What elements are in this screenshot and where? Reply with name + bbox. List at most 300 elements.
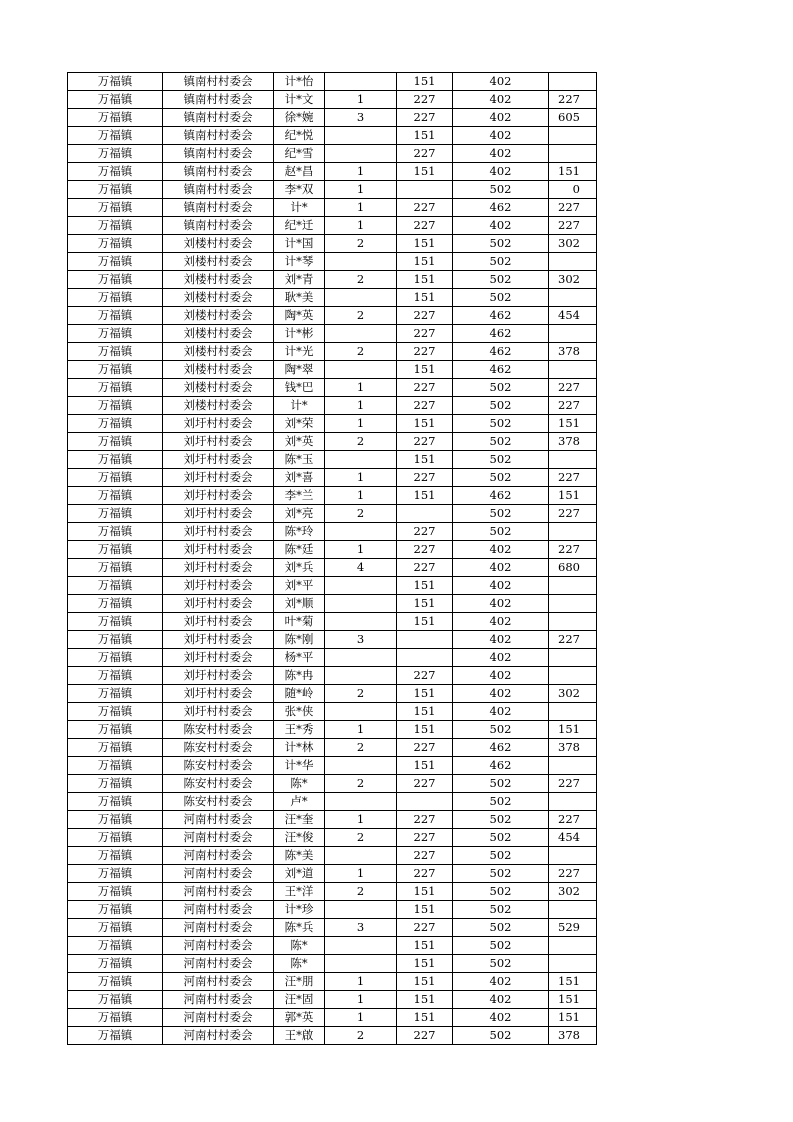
- standard-b-cell: 462: [453, 487, 549, 505]
- village-committee-cell: 陈安村村委会: [163, 721, 274, 739]
- count-cell: [325, 523, 397, 541]
- village-committee-cell: 刘圩村村委会: [163, 613, 274, 631]
- town-cell: 万福镇: [68, 91, 163, 109]
- count-cell: 1: [325, 397, 397, 415]
- amount-cell: 680: [549, 559, 597, 577]
- amount-cell: 227: [549, 469, 597, 487]
- amount-cell: 227: [549, 91, 597, 109]
- count-cell: 3: [325, 109, 397, 127]
- name-cell: 徐*婉: [274, 109, 325, 127]
- village-committee-cell: 刘楼村村委会: [163, 307, 274, 325]
- name-cell: 王*秀: [274, 721, 325, 739]
- count-cell: [325, 73, 397, 91]
- standard-a-cell: [397, 505, 453, 523]
- table-row: [68, 127, 597, 145]
- village-committee-cell: 刘楼村村委会: [163, 397, 274, 415]
- count-cell: 1: [325, 217, 397, 235]
- town-cell: 万福镇: [68, 901, 163, 919]
- name-cell: 陈*廷: [274, 541, 325, 559]
- name-cell: 刘*平: [274, 577, 325, 595]
- town-cell: 万福镇: [68, 739, 163, 757]
- amount-cell: [549, 289, 597, 307]
- village-committee-cell: 河南村村委会: [163, 919, 274, 937]
- table-row: [68, 811, 597, 829]
- village-committee-cell: 镇南村村委会: [163, 181, 274, 199]
- town-cell: 万福镇: [68, 505, 163, 523]
- count-cell: 1: [325, 163, 397, 181]
- name-cell: 刘*荣: [274, 415, 325, 433]
- village-committee-cell: 河南村村委会: [163, 847, 274, 865]
- table-row: [68, 487, 597, 505]
- count-cell: [325, 577, 397, 595]
- amount-cell: 151: [549, 991, 597, 1009]
- standard-b-cell: 502: [453, 271, 549, 289]
- town-cell: 万福镇: [68, 685, 163, 703]
- standard-a-cell: 227: [397, 919, 453, 937]
- table-row: [68, 181, 597, 199]
- town-cell: 万福镇: [68, 829, 163, 847]
- town-cell: 万福镇: [68, 541, 163, 559]
- amount-cell: [549, 253, 597, 271]
- standard-a-cell: 227: [397, 523, 453, 541]
- standard-a-cell: 151: [397, 991, 453, 1009]
- count-cell: 1: [325, 91, 397, 109]
- standard-b-cell: 402: [453, 163, 549, 181]
- standard-a-cell: 227: [397, 199, 453, 217]
- name-cell: 计*林: [274, 739, 325, 757]
- table-row: [68, 307, 597, 325]
- town-cell: 万福镇: [68, 1027, 163, 1045]
- count-cell: 1: [325, 379, 397, 397]
- amount-cell: [549, 703, 597, 721]
- amount-cell: [549, 613, 597, 631]
- town-cell: 万福镇: [68, 649, 163, 667]
- name-cell: 随*岭: [274, 685, 325, 703]
- table-row: [68, 685, 597, 703]
- village-committee-cell: 刘楼村村委会: [163, 361, 274, 379]
- standard-b-cell: 402: [453, 991, 549, 1009]
- village-committee-cell: 刘圩村村委会: [163, 523, 274, 541]
- standard-a-cell: 227: [397, 667, 453, 685]
- table-row: [68, 793, 597, 811]
- village-committee-cell: 刘圩村村委会: [163, 685, 274, 703]
- town-cell: 万福镇: [68, 397, 163, 415]
- standard-b-cell: 502: [453, 721, 549, 739]
- standard-b-cell: 402: [453, 703, 549, 721]
- standard-a-cell: 227: [397, 847, 453, 865]
- amount-cell: [549, 595, 597, 613]
- table-row: [68, 1009, 597, 1027]
- standard-a-cell: 151: [397, 973, 453, 991]
- count-cell: 1: [325, 721, 397, 739]
- amount-cell: 378: [549, 1027, 597, 1045]
- amount-cell: 151: [549, 415, 597, 433]
- count-cell: [325, 289, 397, 307]
- town-cell: 万福镇: [68, 289, 163, 307]
- count-cell: 1: [325, 991, 397, 1009]
- name-cell: 陶*翠: [274, 361, 325, 379]
- amount-cell: [549, 937, 597, 955]
- name-cell: 刘*喜: [274, 469, 325, 487]
- amount-cell: 378: [549, 433, 597, 451]
- amount-cell: [549, 667, 597, 685]
- name-cell: 计*华: [274, 757, 325, 775]
- name-cell: 刘*兵: [274, 559, 325, 577]
- name-cell: 陈*: [274, 775, 325, 793]
- village-committee-cell: 河南村村委会: [163, 865, 274, 883]
- standard-a-cell: 227: [397, 775, 453, 793]
- town-cell: 万福镇: [68, 109, 163, 127]
- count-cell: 1: [325, 1009, 397, 1027]
- village-committee-cell: 刘圩村村委会: [163, 451, 274, 469]
- name-cell: 杨*平: [274, 649, 325, 667]
- standard-b-cell: 502: [453, 847, 549, 865]
- table-row: [68, 505, 597, 523]
- name-cell: 陈*刚: [274, 631, 325, 649]
- standard-a-cell: 151: [397, 577, 453, 595]
- standard-a-cell: 151: [397, 685, 453, 703]
- standard-a-cell: 151: [397, 127, 453, 145]
- standard-a-cell: 151: [397, 253, 453, 271]
- standard-b-cell: 502: [453, 451, 549, 469]
- town-cell: 万福镇: [68, 199, 163, 217]
- count-cell: 2: [325, 271, 397, 289]
- standard-a-cell: 151: [397, 415, 453, 433]
- standard-b-cell: 462: [453, 343, 549, 361]
- standard-a-cell: 151: [397, 703, 453, 721]
- table-row: [68, 757, 597, 775]
- table-row: [68, 667, 597, 685]
- town-cell: 万福镇: [68, 721, 163, 739]
- standard-a-cell: 151: [397, 73, 453, 91]
- name-cell: 计*国: [274, 235, 325, 253]
- count-cell: 1: [325, 811, 397, 829]
- amount-cell: 302: [549, 271, 597, 289]
- standard-a-cell: 151: [397, 163, 453, 181]
- name-cell: 张*侠: [274, 703, 325, 721]
- village-committee-cell: 刘圩村村委会: [163, 577, 274, 595]
- town-cell: 万福镇: [68, 973, 163, 991]
- name-cell: 陈*玉: [274, 451, 325, 469]
- count-cell: 1: [325, 541, 397, 559]
- standard-b-cell: 402: [453, 559, 549, 577]
- count-cell: 2: [325, 883, 397, 901]
- standard-b-cell: 502: [453, 505, 549, 523]
- table-row: [68, 253, 597, 271]
- town-cell: 万福镇: [68, 1009, 163, 1027]
- village-committee-cell: 刘楼村村委会: [163, 289, 274, 307]
- standard-b-cell: 402: [453, 91, 549, 109]
- count-cell: 2: [325, 505, 397, 523]
- count-cell: 3: [325, 919, 397, 937]
- table-row: [68, 973, 597, 991]
- name-cell: 纪*雪: [274, 145, 325, 163]
- standard-a-cell: [397, 181, 453, 199]
- standard-a-cell: 227: [397, 865, 453, 883]
- village-committee-cell: 刘圩村村委会: [163, 415, 274, 433]
- town-cell: 万福镇: [68, 379, 163, 397]
- table-row: [68, 217, 597, 235]
- count-cell: [325, 613, 397, 631]
- standard-b-cell: 502: [453, 415, 549, 433]
- count-cell: 1: [325, 865, 397, 883]
- count-cell: [325, 649, 397, 667]
- count-cell: 2: [325, 775, 397, 793]
- count-cell: [325, 703, 397, 721]
- village-committee-cell: 镇南村村委会: [163, 199, 274, 217]
- town-cell: 万福镇: [68, 73, 163, 91]
- standard-a-cell: 151: [397, 901, 453, 919]
- count-cell: 2: [325, 1027, 397, 1045]
- standard-b-cell: 462: [453, 307, 549, 325]
- standard-b-cell: 402: [453, 1009, 549, 1027]
- amount-cell: [549, 955, 597, 973]
- name-cell: 汪*俊: [274, 829, 325, 847]
- town-cell: 万福镇: [68, 613, 163, 631]
- table-row: [68, 325, 597, 343]
- standard-b-cell: 462: [453, 199, 549, 217]
- town-cell: 万福镇: [68, 181, 163, 199]
- town-cell: 万福镇: [68, 757, 163, 775]
- amount-cell: [549, 793, 597, 811]
- table-row: [68, 847, 597, 865]
- count-cell: 2: [325, 343, 397, 361]
- village-committee-cell: 陈安村村委会: [163, 757, 274, 775]
- amount-cell: 227: [549, 811, 597, 829]
- name-cell: 陈*兵: [274, 919, 325, 937]
- village-committee-cell: 镇南村村委会: [163, 127, 274, 145]
- town-cell: 万福镇: [68, 415, 163, 433]
- village-committee-cell: 刘楼村村委会: [163, 343, 274, 361]
- standard-a-cell: 227: [397, 91, 453, 109]
- count-cell: [325, 253, 397, 271]
- standard-b-cell: 402: [453, 667, 549, 685]
- table-row: [68, 631, 597, 649]
- town-cell: 万福镇: [68, 955, 163, 973]
- name-cell: 钱*巴: [274, 379, 325, 397]
- standard-a-cell: 227: [397, 307, 453, 325]
- name-cell: 计*文: [274, 91, 325, 109]
- count-cell: 2: [325, 829, 397, 847]
- amount-cell: 227: [549, 199, 597, 217]
- standard-b-cell: 502: [453, 181, 549, 199]
- standard-b-cell: 502: [453, 883, 549, 901]
- town-cell: 万福镇: [68, 145, 163, 163]
- standard-b-cell: 502: [453, 955, 549, 973]
- name-cell: 汪*朋: [274, 973, 325, 991]
- town-cell: 万福镇: [68, 559, 163, 577]
- table-row: [68, 415, 597, 433]
- table-row: [68, 379, 597, 397]
- count-cell: 1: [325, 973, 397, 991]
- table-row: [68, 883, 597, 901]
- standard-a-cell: 227: [397, 541, 453, 559]
- amount-cell: 227: [549, 217, 597, 235]
- town-cell: 万福镇: [68, 469, 163, 487]
- town-cell: 万福镇: [68, 253, 163, 271]
- table-row: [68, 289, 597, 307]
- name-cell: 陈*玲: [274, 523, 325, 541]
- village-committee-cell: 镇南村村委会: [163, 73, 274, 91]
- table-row: [68, 235, 597, 253]
- village-committee-cell: 刘圩村村委会: [163, 649, 274, 667]
- table-row: [68, 703, 597, 721]
- amount-cell: 0: [549, 181, 597, 199]
- amount-cell: [549, 649, 597, 667]
- standard-a-cell: [397, 793, 453, 811]
- count-cell: [325, 847, 397, 865]
- standard-a-cell: 227: [397, 739, 453, 757]
- count-cell: [325, 937, 397, 955]
- village-committee-cell: 河南村村委会: [163, 955, 274, 973]
- town-cell: 万福镇: [68, 451, 163, 469]
- standard-b-cell: 502: [453, 397, 549, 415]
- name-cell: 卢*: [274, 793, 325, 811]
- standard-a-cell: 227: [397, 829, 453, 847]
- table-row: [68, 595, 597, 613]
- standard-b-cell: 402: [453, 109, 549, 127]
- town-cell: 万福镇: [68, 217, 163, 235]
- standard-a-cell: 227: [397, 559, 453, 577]
- town-cell: 万福镇: [68, 811, 163, 829]
- name-cell: 陈*: [274, 955, 325, 973]
- standard-b-cell: 402: [453, 595, 549, 613]
- standard-a-cell: 227: [397, 325, 453, 343]
- standard-a-cell: 151: [397, 289, 453, 307]
- village-committee-cell: 河南村村委会: [163, 883, 274, 901]
- standard-b-cell: 502: [453, 919, 549, 937]
- village-committee-cell: 刘圩村村委会: [163, 469, 274, 487]
- town-cell: 万福镇: [68, 433, 163, 451]
- amount-cell: 302: [549, 883, 597, 901]
- amount-cell: 227: [549, 379, 597, 397]
- table-row: [68, 901, 597, 919]
- amount-cell: 378: [549, 343, 597, 361]
- standard-b-cell: 402: [453, 541, 549, 559]
- amount-cell: 227: [549, 775, 597, 793]
- name-cell: 叶*菊: [274, 613, 325, 631]
- standard-b-cell: 502: [453, 289, 549, 307]
- town-cell: 万福镇: [68, 163, 163, 181]
- village-committee-cell: 刘楼村村委会: [163, 253, 274, 271]
- town-cell: 万福镇: [68, 991, 163, 1009]
- town-cell: 万福镇: [68, 631, 163, 649]
- count-cell: 4: [325, 559, 397, 577]
- standard-a-cell: 151: [397, 757, 453, 775]
- town-cell: 万福镇: [68, 127, 163, 145]
- table-row: [68, 163, 597, 181]
- amount-cell: 302: [549, 235, 597, 253]
- village-committee-cell: 陈安村村委会: [163, 775, 274, 793]
- amount-cell: 151: [549, 973, 597, 991]
- table-row: [68, 649, 597, 667]
- count-cell: 1: [325, 487, 397, 505]
- amount-cell: [549, 523, 597, 541]
- count-cell: [325, 361, 397, 379]
- name-cell: 陈*冉: [274, 667, 325, 685]
- name-cell: 纪*悦: [274, 127, 325, 145]
- count-cell: 2: [325, 433, 397, 451]
- standard-a-cell: [397, 649, 453, 667]
- table-row: [68, 109, 597, 127]
- town-cell: 万福镇: [68, 487, 163, 505]
- town-cell: 万福镇: [68, 235, 163, 253]
- village-committee-cell: 刘楼村村委会: [163, 325, 274, 343]
- amount-cell: 378: [549, 739, 597, 757]
- amount-cell: 151: [549, 1009, 597, 1027]
- name-cell: 刘*亮: [274, 505, 325, 523]
- name-cell: 纪*迁: [274, 217, 325, 235]
- village-committee-cell: 刘圩村村委会: [163, 667, 274, 685]
- town-cell: 万福镇: [68, 343, 163, 361]
- town-cell: 万福镇: [68, 361, 163, 379]
- town-cell: 万福镇: [68, 703, 163, 721]
- standard-a-cell: 227: [397, 1027, 453, 1045]
- standard-b-cell: 502: [453, 793, 549, 811]
- standard-b-cell: 502: [453, 1027, 549, 1045]
- count-cell: 1: [325, 469, 397, 487]
- village-committee-cell: 河南村村委会: [163, 1009, 274, 1027]
- town-cell: 万福镇: [68, 847, 163, 865]
- standard-b-cell: 462: [453, 325, 549, 343]
- table-row: [68, 361, 597, 379]
- village-committee-cell: 镇南村村委会: [163, 145, 274, 163]
- amount-cell: 151: [549, 487, 597, 505]
- name-cell: 王*啟: [274, 1027, 325, 1045]
- village-committee-cell: 河南村村委会: [163, 991, 274, 1009]
- town-cell: 万福镇: [68, 865, 163, 883]
- standard-b-cell: 502: [453, 235, 549, 253]
- amount-cell: 151: [549, 163, 597, 181]
- amount-cell: [549, 577, 597, 595]
- name-cell: 计*珍: [274, 901, 325, 919]
- village-committee-cell: 河南村村委会: [163, 973, 274, 991]
- town-cell: 万福镇: [68, 775, 163, 793]
- amount-cell: [549, 757, 597, 775]
- name-cell: 计*彬: [274, 325, 325, 343]
- town-cell: 万福镇: [68, 937, 163, 955]
- standard-a-cell: 227: [397, 145, 453, 163]
- table-row: [68, 451, 597, 469]
- standard-b-cell: 502: [453, 811, 549, 829]
- count-cell: 1: [325, 199, 397, 217]
- amount-cell: [549, 361, 597, 379]
- name-cell: 陶*英: [274, 307, 325, 325]
- standard-a-cell: 227: [397, 469, 453, 487]
- count-cell: 2: [325, 685, 397, 703]
- table-row: [68, 541, 597, 559]
- name-cell: 李*双: [274, 181, 325, 199]
- name-cell: 计*光: [274, 343, 325, 361]
- village-committee-cell: 河南村村委会: [163, 1027, 274, 1045]
- standard-b-cell: 402: [453, 649, 549, 667]
- name-cell: 计*: [274, 199, 325, 217]
- standard-a-cell: 151: [397, 937, 453, 955]
- name-cell: 刘*青: [274, 271, 325, 289]
- standard-b-cell: 502: [453, 775, 549, 793]
- table-row: [68, 199, 597, 217]
- amount-cell: 227: [549, 505, 597, 523]
- count-cell: 1: [325, 181, 397, 199]
- table-row: [68, 721, 597, 739]
- amount-cell: 227: [549, 865, 597, 883]
- town-cell: 万福镇: [68, 883, 163, 901]
- name-cell: 赵*昌: [274, 163, 325, 181]
- standard-a-cell: 151: [397, 361, 453, 379]
- standard-b-cell: 462: [453, 757, 549, 775]
- amount-cell: 227: [549, 397, 597, 415]
- count-cell: 1: [325, 415, 397, 433]
